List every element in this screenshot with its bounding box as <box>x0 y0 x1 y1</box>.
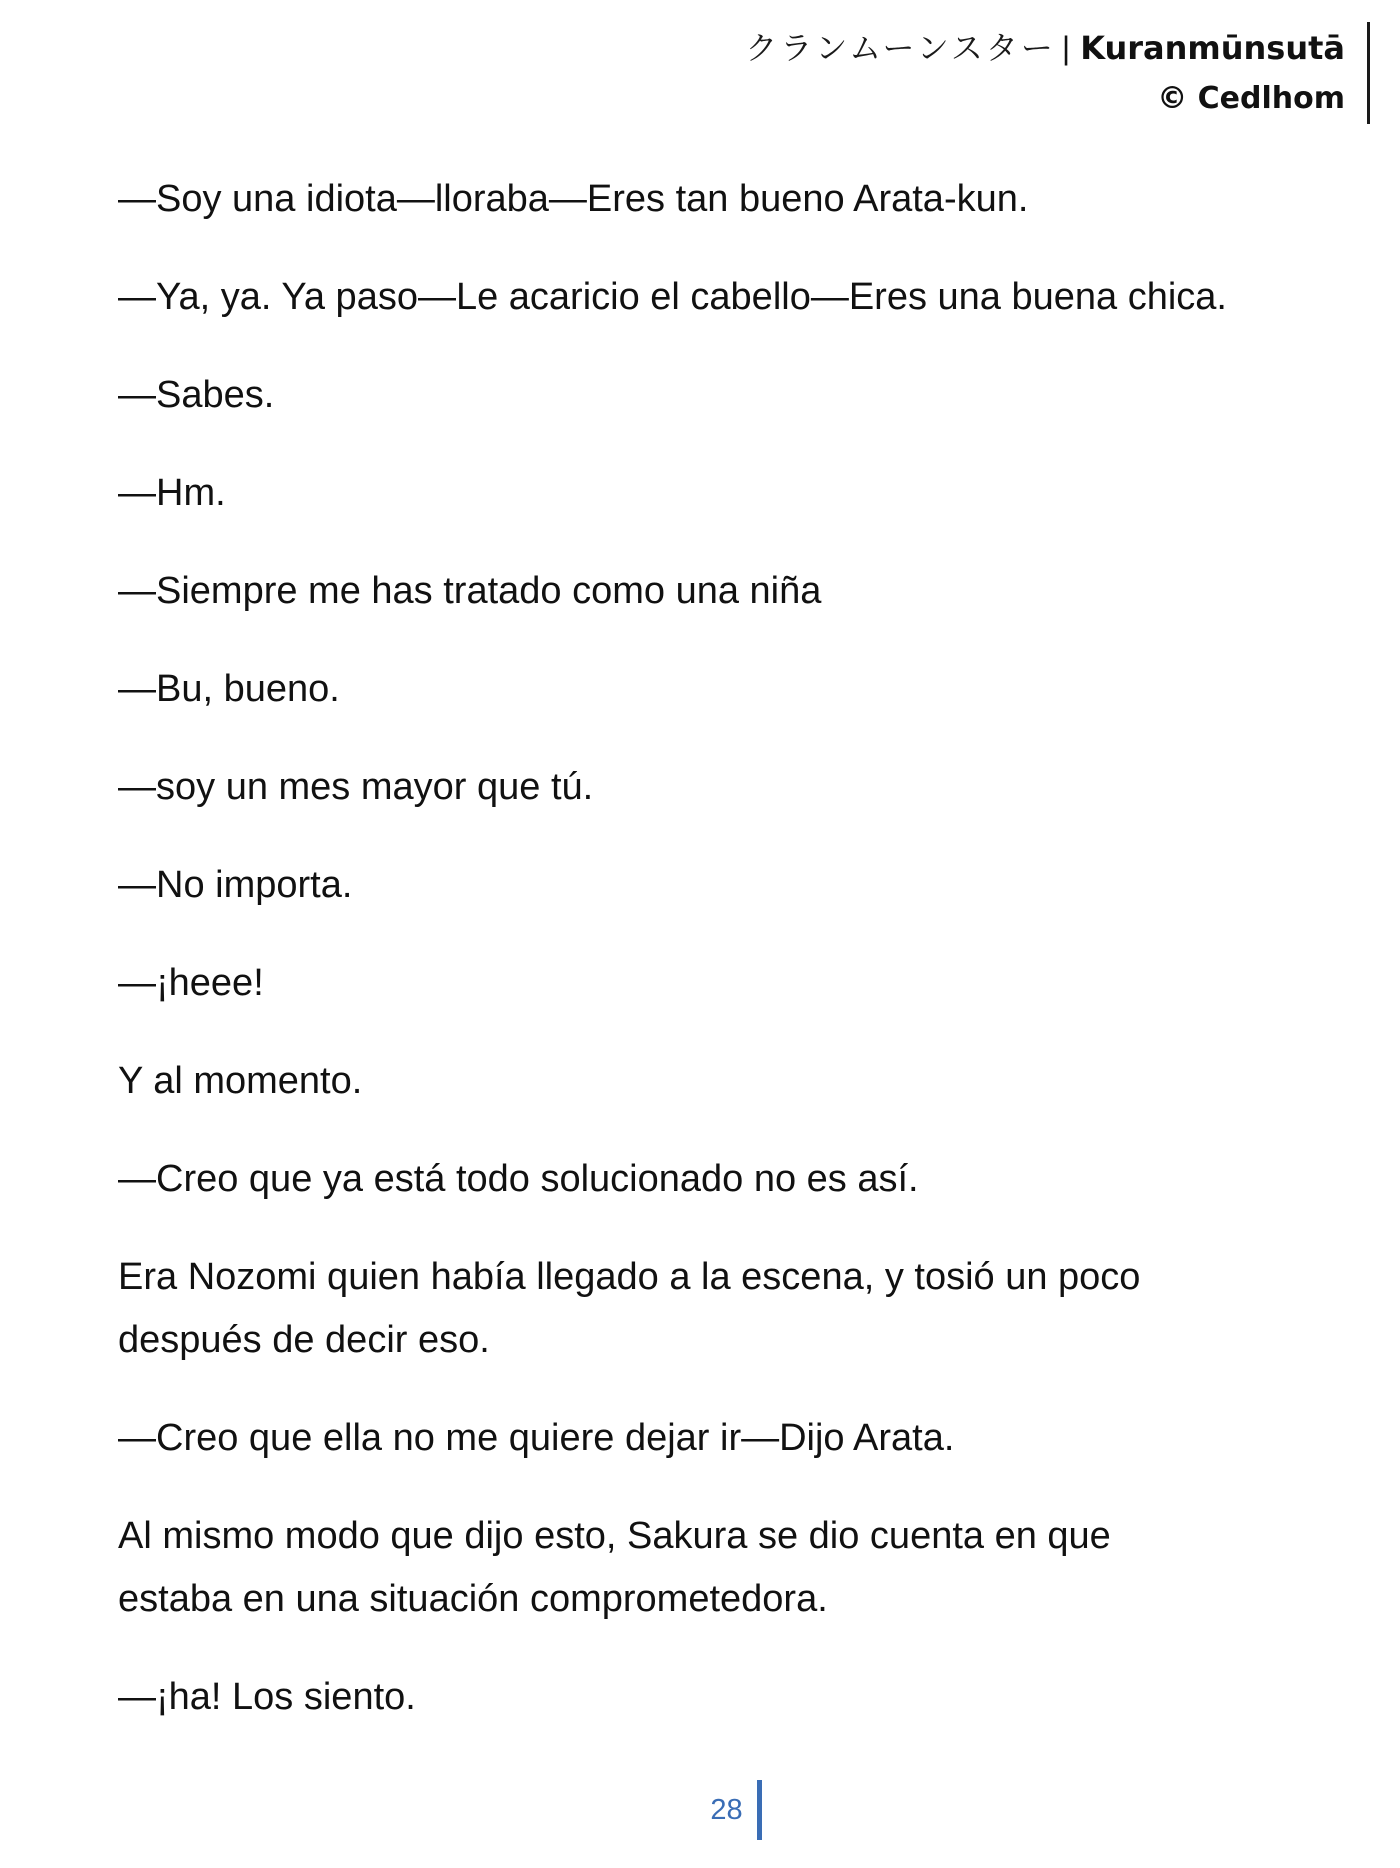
header-title-line <box>745 22 1345 74</box>
paragraph: —Sabes. <box>118 374 275 416</box>
paragraph: —No importa. <box>118 864 353 906</box>
header-separator: | <box>1061 30 1071 66</box>
paragraph: —Creo que ella no me quiere dejar ir—Dijo Arata. <box>118 1417 955 1459</box>
japanese-title: クランムーンスター <box>745 29 1056 67</box>
paragraph: —Bu, bueno. <box>118 668 340 710</box>
copyright-notice: © Cedlhom <box>1157 81 1345 116</box>
paragraph: —¡ha! Los siento. <box>118 1676 416 1718</box>
page-number: 28 <box>710 1780 761 1840</box>
paragraph: —Ya, ya. Ya paso—Le acaricio el cabello—Eres una buena chica. <box>118 276 1227 318</box>
paragraph: —Hm. <box>118 472 226 514</box>
paragraph: —¡heee! <box>118 962 264 1004</box>
paragraph: Y al momento. <box>118 1060 363 1102</box>
romaji-title: Kuranmūnsutā <box>1080 29 1345 67</box>
page-footer <box>0 1780 1400 1840</box>
paragraph: —Creo que ya está todo solucionado no es así. <box>118 1158 919 1200</box>
page-body <box>118 168 1298 1764</box>
paragraph: —Soy una idiota—lloraba—Eres tan bueno Arata-kun. <box>118 178 1029 220</box>
page-header <box>745 22 1370 124</box>
paragraph: Era Nozomi quien había llegado a la escena, y tosió un poco después de decir eso. <box>118 1256 1141 1361</box>
paragraph: —Siempre me has tratado como una niña <box>118 570 822 612</box>
paragraph: —soy un mes mayor que tú. <box>118 766 594 808</box>
paragraph: Al mismo modo que dijo esto, Sakura se dio cuenta en que estaba en una situación comprometedora. <box>118 1515 1111 1620</box>
